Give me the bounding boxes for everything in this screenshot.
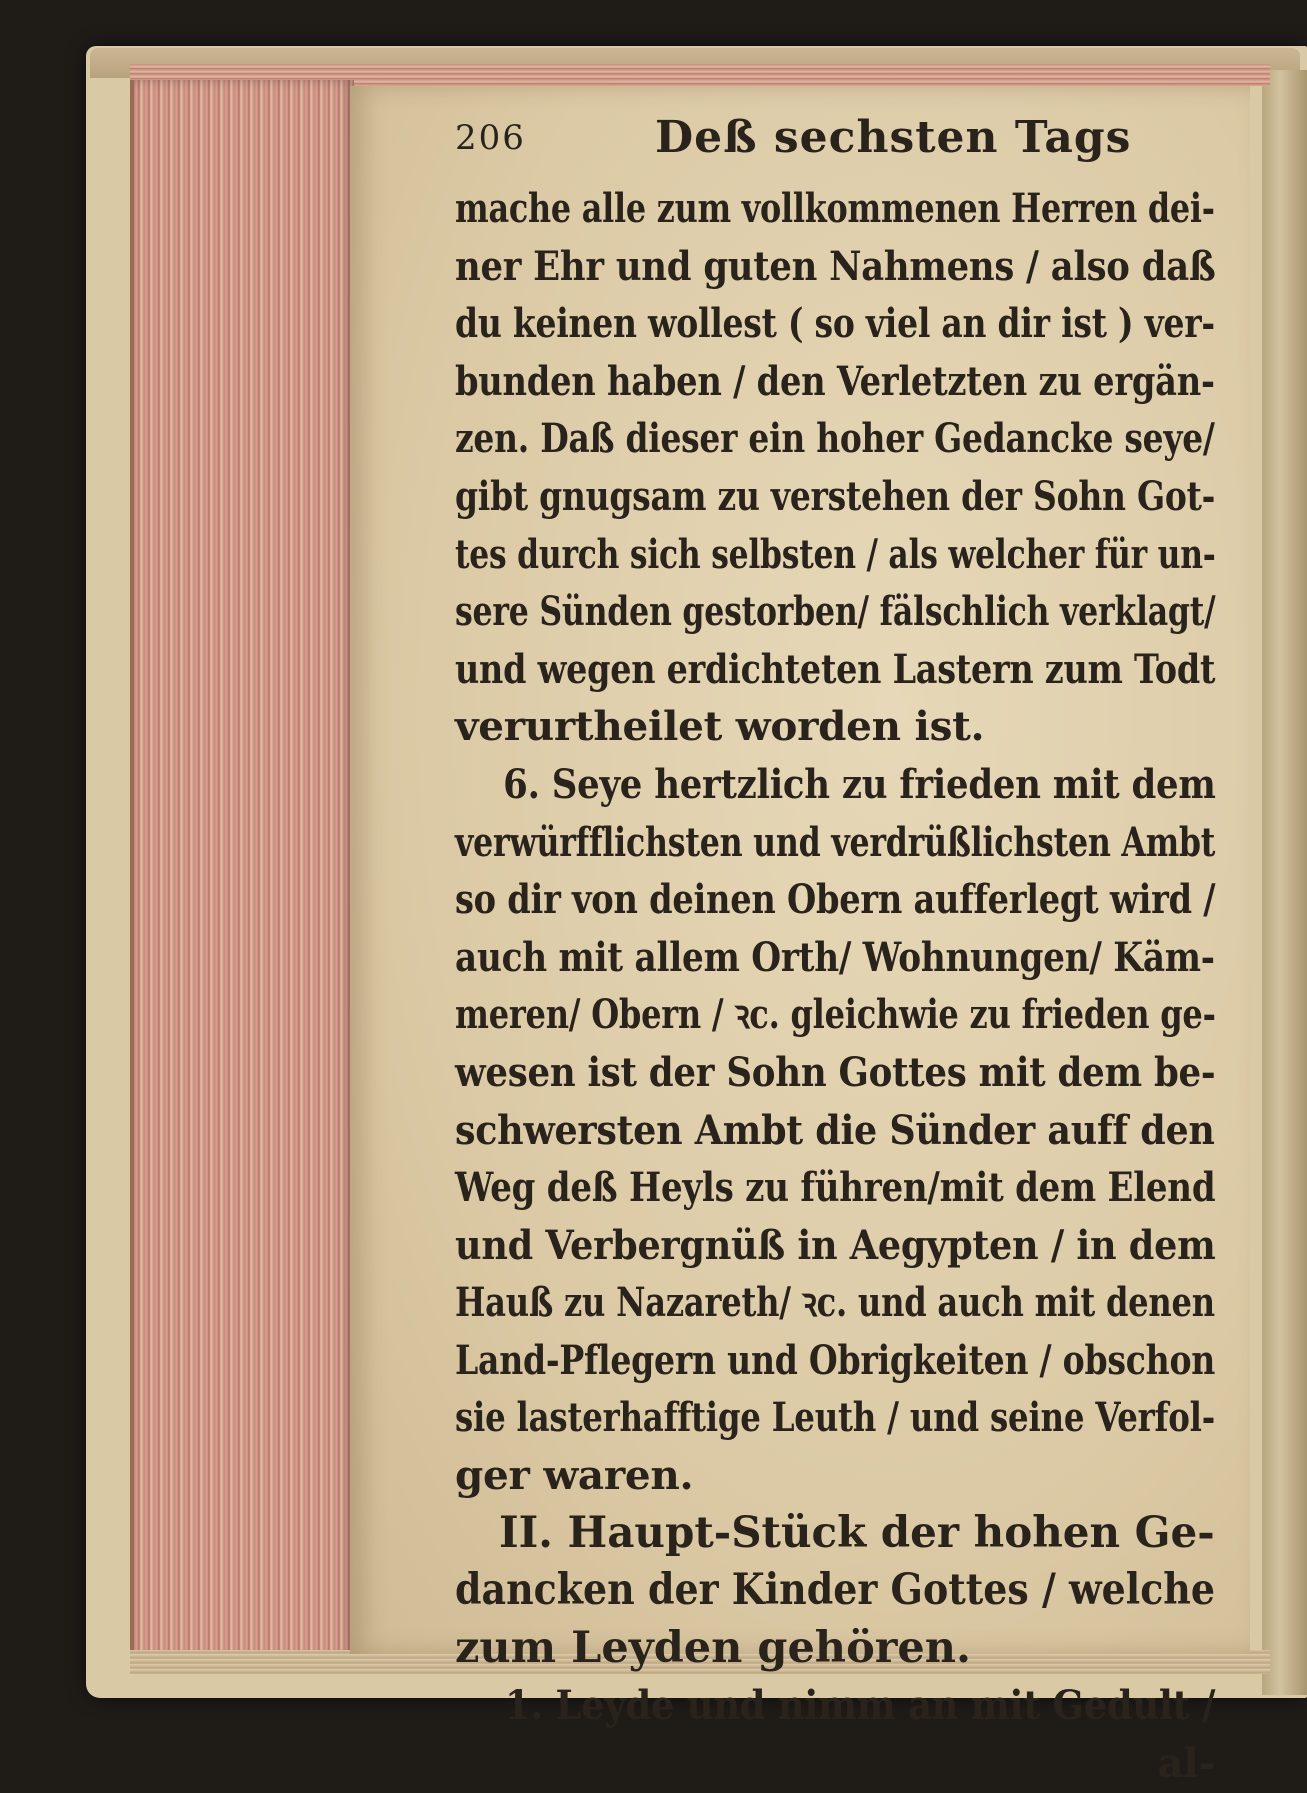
text-line: sie lasterhafftige Leuth / und seine Verfol- bbox=[455, 1393, 1215, 1442]
text-line: mache alle zum vollkommenen Herren dei- bbox=[455, 184, 1215, 232]
text-line: schwersten Ambt die Sünder auff den bbox=[455, 1105, 1215, 1154]
text-line: Weg deß Heyls zu führen/mit dem Elend bbox=[455, 1163, 1216, 1212]
running-title: Deß sechsten Tags bbox=[655, 112, 1132, 163]
text-line: 1. Leyde und nimm an mit Gedult / bbox=[505, 1681, 1216, 1730]
text-line: ger waren. bbox=[455, 1451, 694, 1500]
cover-right-edge bbox=[1262, 70, 1307, 1695]
text-line: meren/ Obern / ꝛc. gleichwie zu frieden ge- bbox=[455, 990, 1216, 1039]
text-line: bunden haben / den Verletzten zu ergän- bbox=[455, 356, 1215, 405]
text-line: und Verbergnüß in Aegypten / in dem bbox=[455, 1220, 1216, 1269]
text-line: verurtheilet worden ist. bbox=[455, 702, 985, 751]
section-heading-line: II. Haupt-Stück der hohen Ge- bbox=[498, 1507, 1215, 1558]
text-line: zen. Daß dieser ein hoher Gedancke seye/ bbox=[455, 414, 1215, 463]
page-edges-red bbox=[130, 80, 354, 1660]
text-line: sere Sünden gestorben/ fälschlich verklagt/ bbox=[455, 587, 1216, 636]
section-heading-line: zum Leyden gehören. bbox=[455, 1622, 971, 1673]
page-number: 206 bbox=[455, 118, 526, 158]
text-line: ner Ehr und guten Nahmens / also daß bbox=[455, 241, 1216, 290]
text-line: du keinen wollest ( so viel an dir ist ) ver- bbox=[455, 299, 1215, 348]
catchword: al- bbox=[1157, 1739, 1215, 1788]
running-head bbox=[455, 112, 1215, 180]
text-line: wesen ist der Sohn Gottes mit dem be- bbox=[455, 1047, 1216, 1096]
text-line: so dir von deinen Obern aufferlegt wird / bbox=[455, 875, 1216, 924]
page-text bbox=[455, 112, 1216, 1788]
text-line: und wegen erdichteten Lastern zum Todt bbox=[455, 644, 1216, 693]
text-line: verwürfflichsten und verdrüßlichsten Ambt bbox=[455, 817, 1216, 866]
text-line: tes durch sich selbsten / als welcher für un- bbox=[455, 529, 1216, 578]
text-line: Hauß zu Nazareth/ ꝛc. und auch mit denen bbox=[455, 1278, 1215, 1327]
text-line: Land-Pflegern und Obrigkeiten / obschon bbox=[455, 1335, 1216, 1384]
text-line: auch mit allem Orth/ Wohnungen/ Käm- bbox=[455, 932, 1215, 981]
text-line: 6. Seye hertzlich zu frieden mit dem bbox=[503, 759, 1216, 808]
section-heading-line: dancken der Kinder Gottes / welche bbox=[455, 1565, 1216, 1616]
text-line: gibt gnugsam zu verstehen der Sohn Got- bbox=[455, 471, 1216, 520]
